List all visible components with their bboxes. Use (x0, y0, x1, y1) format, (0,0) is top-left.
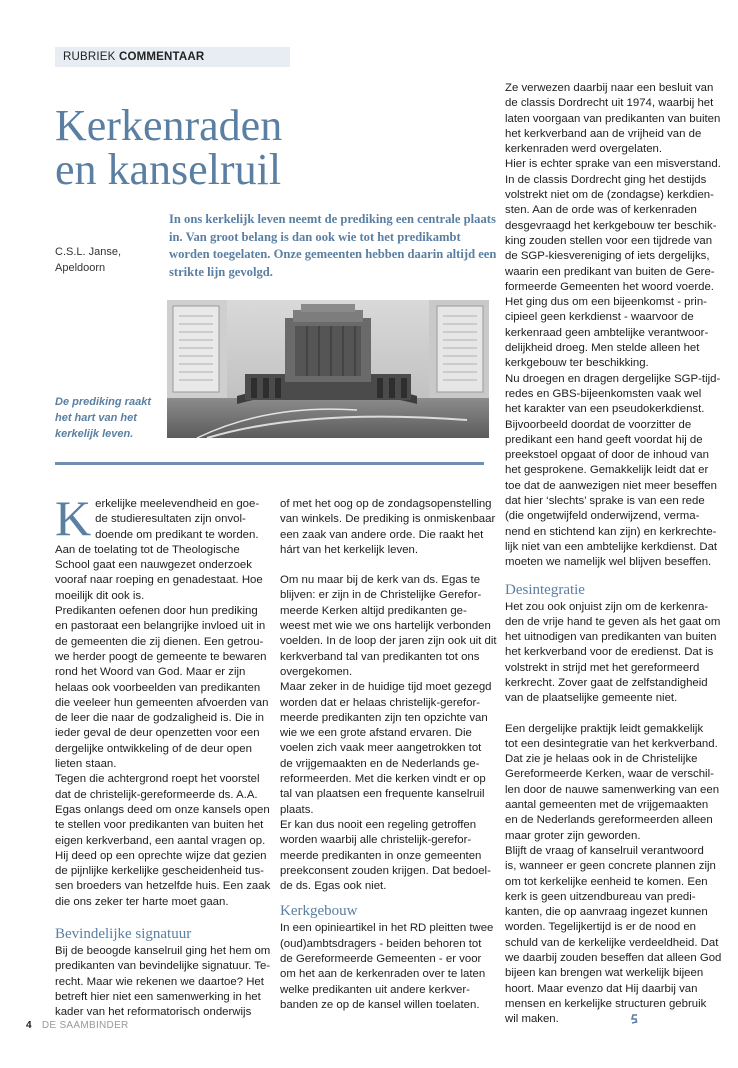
text-line: kerkgebouw ter beschikking. (505, 357, 649, 370)
text-line: waarin een predikant van buiten de Gere- (505, 265, 715, 278)
subheading-desintegratie: Desintegratie (505, 581, 585, 598)
text-line: ieder geval de deur openzetten voor een (55, 727, 260, 740)
text-line: te stellen voor predikanten van buiten het (55, 819, 264, 832)
section-label (55, 47, 290, 67)
text-line: predikanten van bevindelijke signatuur. Te- (55, 960, 271, 973)
text-line: formeerde Gemeenten het woord voerde. (505, 280, 714, 293)
text-line: wie we een grote afstand ervaren. Die (280, 727, 472, 740)
text-line: we daarbij zouden beseffen dat alleen God (505, 952, 722, 965)
text-line: worden dat er helaas christelijk-gerefor- (280, 696, 481, 709)
end-of-article-icon (631, 1014, 638, 1024)
text-line: meerde predikanten zijn ten opzichte van (280, 711, 488, 724)
text-line: en pastoraat een belangrijke invloed uit in (55, 620, 266, 633)
text-line: Hij deed op een oprechte wijze dat gezien (55, 849, 267, 862)
text-line: de gemeenten die zij dienen. Een getrou- (55, 635, 264, 648)
text-line: recht. Maar wie rekenen we daartoe? Het (55, 975, 264, 988)
photo-caption (55, 394, 155, 442)
text-line: Tegen die achtergrond roept het voorstel (55, 773, 260, 786)
text-line: de Gereformeerde Gemeenten - er voor (280, 953, 482, 966)
text-line: hárt van het kerkelijk leven. (280, 543, 419, 556)
text-line: om tot kerkelijke eenheid te komen. Een (505, 875, 708, 888)
title-line-2: en kanselruil (55, 145, 282, 194)
text-line: worden. Tegelijkertijd is er de nood en (505, 921, 697, 934)
text-line: In de classis Dordrecht ging het destijds (505, 173, 707, 186)
text-line: voelen zich vaak meer aangetrokken tot (280, 742, 482, 755)
text-line: de studieresultaten zijn onvol- (95, 513, 246, 526)
article-column-2 (280, 497, 497, 1013)
author-name: C.S.L. Janse, (55, 246, 122, 258)
text-line: de pijnlijke kerkelijke gescheidenheid tus- (55, 865, 264, 878)
text-line: king zouden stellen voor een tijdrede van (505, 234, 713, 247)
text-line: Het zou ook onjuist zijn om de kerkenra- (505, 600, 709, 613)
text-line: meerde Kerken altijd predikanten ge- (280, 604, 467, 617)
text-line: moeilijk dit ook is. (55, 589, 145, 602)
text-line: dergelijke ontwikkeling of de deur open (55, 742, 252, 755)
text-line: plaats. (280, 803, 314, 816)
text-line: laten voorgaan van predikanten van buiten (505, 112, 721, 125)
text-line: Aan de toelating tot de Theologische (55, 543, 240, 556)
article-column-1 (55, 490, 271, 1021)
text-line: de SGP-kiesvereniging of iets dergelijks, (505, 250, 710, 263)
article-column-3 (505, 81, 722, 1028)
text-line: sten. Aan de orde was of kerkenraden (505, 204, 697, 217)
text-line: om het aan de kerkenraden over te laten (280, 968, 486, 981)
text-line-last: wil maken. (505, 1013, 559, 1026)
text-line: welke predikanten uit andere kerkver- (280, 983, 470, 996)
page-number: 4 (26, 1020, 32, 1031)
text-line: Maar zeker in de huidige tijd moet gezegd (280, 681, 492, 694)
text-line: kerkverband tal van predikanten tot ons (280, 650, 480, 663)
author-place: Apeldoorn (55, 262, 106, 274)
text-line: mensen en kerkelijke structuren gebruik (505, 997, 707, 1010)
text-line: den de vrije hand te geven als het gaat om (505, 615, 721, 628)
text-line: helaas ook voorbeelden van predikanten (55, 681, 261, 694)
text-line: kerkenraden werd overgelaten. (505, 143, 663, 156)
text-line: de vrijgemaakten en de Nederlands ge- (280, 757, 480, 770)
text-line: van de plaatselijke gemeente niet. (505, 692, 678, 705)
subheading-bevindelijke-signatuur: Bevindelijke signatuur (55, 926, 192, 943)
text-line: moeten we namelijk wel blijven beseffen. (505, 556, 712, 569)
text-line: predikant een hand geeft voordat hij de (505, 433, 703, 446)
text-line: kanten, die op aanvraag ingezet kunnen (505, 906, 708, 919)
text-line: het gesprokene. Gemakkelijk leidt dat er (505, 464, 709, 477)
text-line: banden ze op de kansel willen toelaten. (280, 998, 480, 1011)
text-line: bijeen kan brengen wat werkelijk bijeen (505, 967, 704, 980)
church-pulpit-photo (167, 300, 489, 438)
subheading-kerkgebouw: Kerkgebouw (280, 903, 358, 920)
text-line: Hier is echter sprake van een misverstand. (505, 158, 721, 171)
text-line: lieten staan. (55, 758, 117, 771)
text-line: rond het Woord van God. Maar er zijn (55, 666, 246, 679)
text-line: Egas onlangs deed om onze kansels open (55, 803, 270, 816)
text-line: volstrekt in strijd met het gereformeerd (505, 661, 700, 674)
page-footer (26, 1019, 129, 1033)
text-line: (oud)ambtsdragers - beiden behoren tot (280, 937, 482, 950)
text-line: kerkrecht. Zover gaat de zelfstandigheid (505, 676, 708, 689)
text-line: Bij de beoogde kanselruil ging het hem om (55, 945, 271, 958)
text-line: de classis Dordrecht uit 1974, waarbij het (505, 97, 714, 110)
text-line: Predikanten oefenen door hun prediking (55, 605, 258, 618)
text-line: weest met wie we ons hartelijk verbonden (280, 620, 491, 633)
text-line: reformeerden. Met die kerken vindt er op (280, 773, 486, 786)
text-line: van winkels. De prediking is onmiskenbaar (280, 513, 496, 526)
text-line: het kerkverband voor de eredienst. Dat is (505, 646, 714, 659)
text-line: School gaat een nauwgezet onderzoek (55, 559, 252, 572)
text-line: Nu droegen en dragen dergelijke SGP-tijd- (505, 372, 721, 385)
title-line-1: Kerkenraden (55, 101, 283, 150)
caption-line: kerkelijk leven. (55, 428, 134, 440)
text-line: In een opinieartikel in het RD pleitten twee (280, 922, 494, 935)
text-line: preekstoel opgaat of door de inhoud van (505, 449, 709, 462)
text-line: Het ging dus om een bijeenkomst - prin- (505, 296, 707, 309)
text-line (505, 1012, 713, 1027)
article-title (55, 101, 475, 194)
text-line: doende om predikant te worden. (95, 528, 259, 541)
text-line: Er kan dus nooit een regeling getroffen (280, 818, 477, 831)
text-line: tot een desintegratie van het kerkverband. (505, 737, 718, 750)
text-line: kader van het reformatorisch onderwijs (55, 1006, 252, 1019)
text-line: Om nu maar bij de kerk van ds. Egas te (280, 574, 481, 587)
text-line: dat hier ‘slechts’ sprake is van een rede (505, 495, 705, 508)
drop-cap: K (55, 490, 92, 546)
text-line: Gereformeerde Kerken, waar de verschil- (505, 768, 714, 781)
magazine-name: DE SAAMBINDER (41, 1020, 129, 1031)
text-line: Dat zie je helaas ook in de Christelijke (505, 753, 698, 766)
text-line: volstrekt niet om de (zondagse) kerkdien- (505, 189, 714, 202)
text-line: kerk is geen uitzendbureau van predi- (505, 890, 696, 903)
text-line: desgevraagd het kerkgebouw ter beschik- (505, 219, 717, 232)
text-line: of met het oog op de zondagsopenstelling (280, 498, 492, 510)
text-line: Blijft de vraag of kanselruil verantwoord (505, 844, 704, 857)
text-line: overgekomen. (280, 665, 353, 678)
lead-paragraph: In ons kerkelijk leven neemt de prediking een centrale plaats in. Van groot belang is dan ook wie tot het predikambt worden toegelaten. Onze gemeenten hebben daarin altijd een strikte lijn gevolgd. (169, 212, 497, 279)
text-line: de ds. Egas ook niet. (280, 880, 387, 893)
text-line: aantal gemeenten met de vrijgemaakten (505, 799, 709, 812)
author-byline (55, 244, 121, 276)
text-line: schuld van de kerkelijke verdeeldheid. Dat (505, 936, 719, 949)
text-line: Bijvoorbeeld doordat de voorzitter de (505, 418, 692, 431)
text-line: hoort. Maar evenzo dat Hij daarbij van (505, 982, 698, 995)
caption-line: De prediking raakt (55, 396, 151, 408)
text-line: toe dat de aanwezigen niet meer beseffen (505, 479, 717, 492)
text-line: tal van plaatsen een frequente kanselruil (280, 788, 485, 801)
text-line: is, wanneer er geen concrete plannen zijn (505, 860, 716, 873)
text-line: worden waarbij alle christelijk-gerefor- (280, 834, 472, 847)
text-line: en de Nederlands gereformeerden alleen (505, 814, 713, 827)
text-line: Ze verwezen daarbij naar een besluit van (505, 82, 714, 94)
text-line: dat de christelijk-gereformeerde ds. A.A. (55, 788, 258, 801)
text-line: het karakter van een pseudokerkdienst. (505, 403, 705, 416)
section-divider (55, 462, 484, 465)
text-line: het kerkverband aan de vrijheid van de (505, 127, 702, 140)
section-label-prefix: RUBRIEK (63, 51, 116, 63)
text-line: maar groter zijn geworden. (505, 829, 641, 842)
section-label-name: COMMENTAAR (118, 51, 205, 63)
text-line: len door de nauwe samenwerking van een (505, 783, 720, 796)
text-line: we herder poogt de gemeente te bewaren (55, 650, 267, 663)
text-line: kerkenraad geen ambtelijke verantwoor- (505, 326, 709, 339)
text-line: preekconsent zouden krijgen. Dat bedoel- (280, 864, 491, 877)
text-line: redes en GBS-bijeenkomsten vaak wel (505, 387, 702, 400)
text-line: erkelijke meelevendheid en goe- (95, 498, 260, 510)
text-line: voelden. In de loop der jaren zijn ook uit dit (280, 635, 497, 648)
text-line: meerde predikanten in onze gemeenten (280, 849, 482, 862)
text-line: blijven: er zijn in de Christelijke Gerefor- (280, 589, 482, 602)
text-line: betreft hier niet een samenwerking in het (55, 990, 261, 1003)
text-line: cipieel geen kerkdienst - waarvoor de (505, 311, 694, 324)
text-line: Een dergelijke praktijk leidt gemakkelijk (505, 722, 704, 735)
text-line: een zaak van andere orde. Die raakt het (280, 528, 484, 541)
text-line: (die ongetwijfeld onderwijzend, verma- (505, 510, 700, 523)
text-line: eigen kerkverband, een aantal vragen op. (55, 834, 266, 847)
text-line: het uitnodigen van predikanten van buiten (505, 631, 717, 644)
text-line: vooraf naar roeping en genadestaat. Hoe (55, 574, 263, 587)
text-line: nend en stichtend kan zijn) en kerkrechte- (505, 525, 717, 538)
text-line: lijk niet van een ambtelijke kerkdienst. Dat (505, 540, 718, 553)
text-line: de leer die naar de godzaligheid is. Die in (55, 712, 264, 725)
text-line: delijkheid droeg. Men stelde alleen het (505, 342, 700, 355)
caption-line: het hart van het (55, 412, 137, 424)
text-line: die veeleer hun gemeenten afvoerden van (55, 696, 269, 709)
text-line: die ons zeker ter harte moet gaan. (55, 895, 229, 908)
text-line: sen broeders van hetzelfde huis. Een zaak (55, 880, 271, 893)
